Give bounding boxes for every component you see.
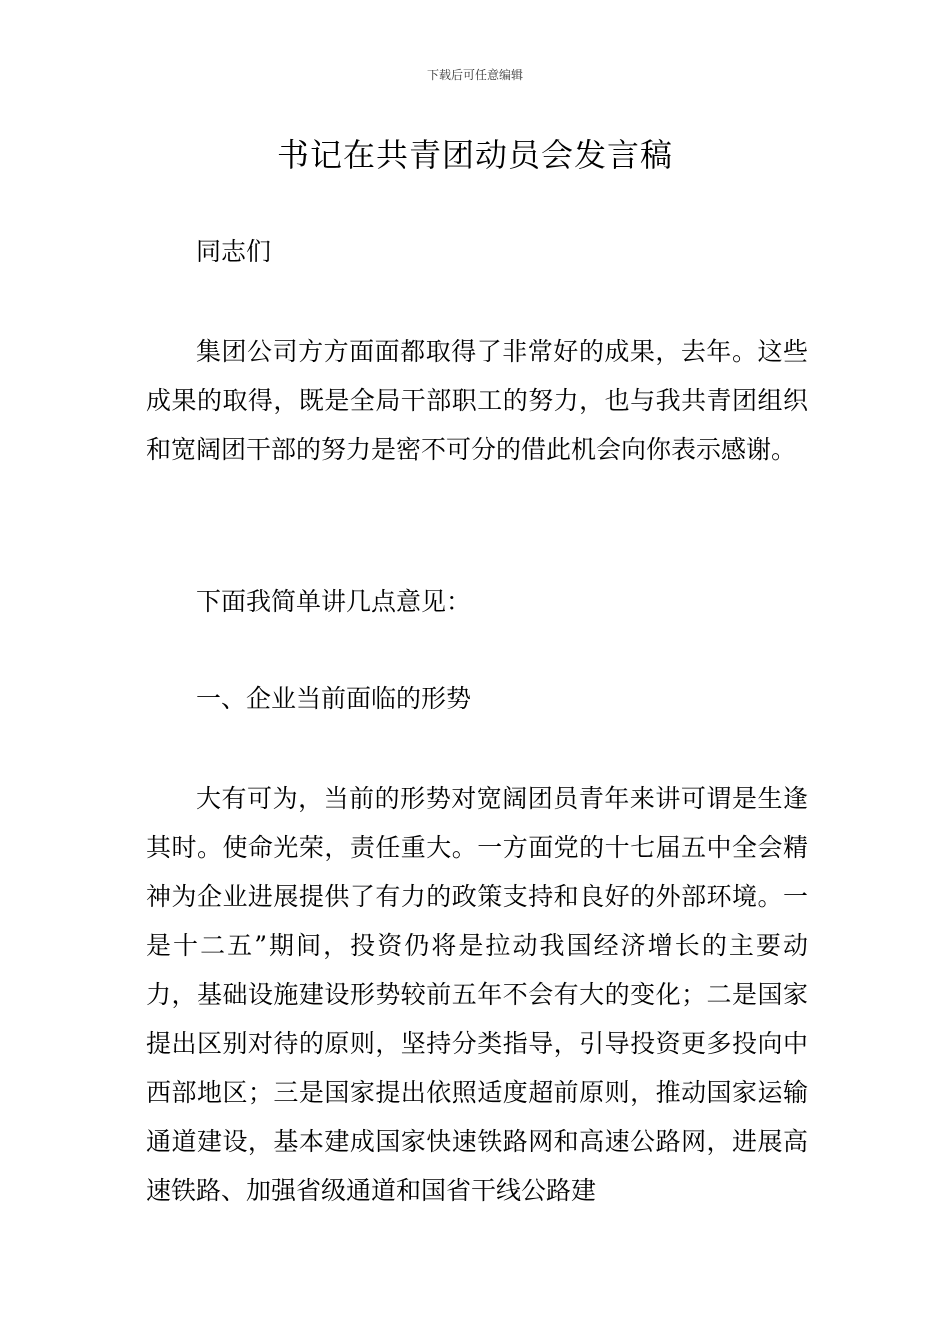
paragraph-text: 一、企业当前面临的形势 (196, 684, 472, 713)
paragraph-text: 同志们 (196, 237, 272, 266)
paragraph-text: 大有可为，当前的形势对宽阔团员青年来讲可谓是生逢其时。使命光荣，责任重大。一方面党的十七届五中全会精神为企业进展提供了有力的政策支持和良好的外部环境。一是十二五”期间，投资仍将是拉动我国经济增长的主要动力，基础设施建设形势较前五年不会有大的变化；二是国家提出区别对待的原则，坚持分类指导，引导投资更多投向中西部地区；三是国家提出依照适度超前原则，推动国家运输通道建设，基本建成国家快速铁路网和高速公路网，进展高速铁路、加强省级通道和国省干线公路建 (146, 784, 808, 1205)
paragraph-situation (146, 774, 808, 1215)
paragraph-greeting (146, 227, 808, 276)
paragraph-text: 集团公司方方面面都取得了非常好的成果，去年。这些成果的取得，既是全局干部职工的努力，也与我共青团组织和宽阔团干部的努力是密不可分的借此机会向你表示感谢。 (146, 337, 808, 464)
paragraph-thanks (146, 327, 808, 474)
header-note: 下载后可任意编辑 (426, 68, 523, 82)
document-title: 书记在共青团动员会发言稿 (276, 136, 673, 174)
paragraph-intro (146, 577, 808, 626)
section-heading (146, 674, 808, 723)
paragraph-text: 下面我简单讲几点意见： (196, 587, 472, 616)
